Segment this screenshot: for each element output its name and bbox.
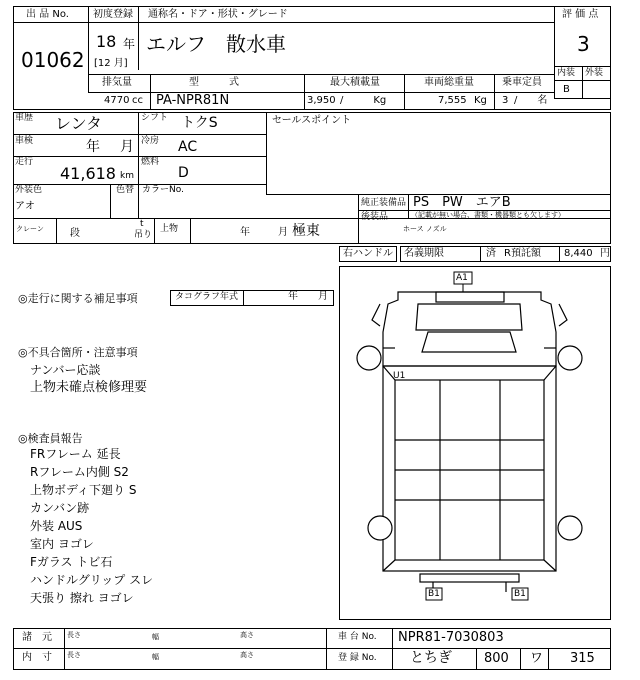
specs-length-label: 長さ [67,631,81,639]
specs-label: 諸 元 [22,632,52,643]
first-reg-year: 18 [96,32,117,51]
color-code-label: カラーNo. [142,185,184,195]
wheel-front-left [357,346,381,370]
fuel-label: 燃料 [141,157,160,167]
model-code-label: 型 式 [189,77,239,88]
reg-label: 登 録 No. [338,653,377,663]
shift-value: トクS [181,115,218,131]
inspector-item: Fガラス トビ石 [30,555,113,569]
inspector-label: ◎検査員報告 [18,432,83,445]
roof-marker [436,292,504,302]
body-value: 極東 [292,223,320,239]
reg-class: 800 [484,651,509,666]
mileage-value: 41,618 [60,164,116,183]
model-name: エルフ 散水車 [146,32,286,56]
mileage-label: 走行 [15,157,34,167]
tacho-label: タコグラフ年式 [175,292,239,302]
recycle-unit: 円 [600,248,610,259]
crane-label: クレーン [16,225,44,233]
reg-number: 315 [570,651,595,666]
inspector-item: Rフレーム内側 S2 [30,465,129,479]
defects-label: ◎不具合箇所・注意事項 [18,346,138,359]
ext-color-value: アオ [15,201,35,212]
specs-height-label: 高さ [240,631,254,639]
fuel-value: D [178,165,189,181]
inner-width-label: 幅 [152,653,159,661]
score-label: 評 価 点 [562,9,599,20]
inner-length-label: 長さ [67,651,81,659]
interior-label: 内装 [557,68,576,78]
cab-roof-panel [422,332,516,352]
footer-frame [13,628,611,670]
defect-item: 上物未確点検修理要 [30,380,148,395]
capacity-value: 3 [502,95,509,106]
tacho-month: 月 [318,291,328,302]
driving-notes-label: ◎走行に関する補足事項 [18,292,138,305]
crane-dan: 段 [70,228,80,239]
gross-weight-value: 7,555 [438,95,467,106]
wheel-rear-left [368,516,392,540]
defect-item: ナンバー応談 [30,363,101,377]
inspection-year: 年 [86,139,100,155]
mileage-unit: km [120,171,134,181]
equip-label: 純正装備品 [361,198,407,208]
inspection-month: 月 [120,139,134,155]
body-label: 上物 [160,224,179,234]
displacement-value: 4770 [104,95,130,106]
year-unit: 年 [123,37,136,51]
history-label: 車歴 [15,113,34,123]
wheel-rear-right [558,516,582,540]
crane-t: t [140,219,144,229]
shift-label: シフト [141,113,169,123]
gross-weight-label: 車両総重量 [424,77,474,88]
aftermarket-value: ホース ノズル [403,225,447,233]
inspector-item: 天張り 擦れ ヨゴレ [30,591,134,605]
capacity-unit: / 名 [514,95,548,106]
specs-width-label: 幅 [152,633,159,641]
mark-b1: B1 [514,589,526,599]
inspection-label: 車検 [15,136,34,146]
inner-label: 内 寸 [22,652,52,663]
inspector-item: 室内 ヨゴレ [30,537,94,551]
cargo-body [383,366,556,571]
rear-bumper [420,574,519,582]
interior-grade: B [563,84,570,95]
inspector-item: FRフレーム 延長 [30,447,121,461]
inspector-item: ハンドルグリップ スレ [30,573,154,587]
max-load-value: 3,950 [307,95,336,106]
gross-weight-unit: Kg [474,95,487,106]
max-load-unit: / Kg [340,95,387,106]
mark-b1: B1 [428,589,440,599]
max-load-label: 最大積載量 [330,77,380,88]
reg-area: とちぎ [410,650,452,666]
displacement-label: 排気量 [102,77,132,88]
aftermarket-note: （記載が無い場合、書類・機器類とも欠します） [411,211,565,219]
capacity-label: 乗車定員 [502,77,542,88]
body-month: 月 [278,227,288,238]
mark-u1: U1 [393,371,406,381]
handle-value: 右ハンドル [343,248,393,259]
inspector-item: 上物ボディ下廻り S [30,483,137,497]
exterior-label: 外装 [585,68,604,78]
first-reg-label: 初度登録 [93,9,133,20]
windshield [416,304,522,330]
lot-label: 出 品 No. [26,9,69,20]
mark-a1: A1 [456,273,468,283]
ac-value: AC [178,139,198,155]
ext-color-label: 外装色 [15,185,43,195]
lot-number: 01062 [21,48,85,72]
history-value: レンタ [55,114,102,133]
sales-point-label: セールスポイント [272,115,352,126]
chassis-number: NPR81-7030803 [398,630,504,645]
inspector-item: 外装 AUS [30,519,83,533]
score-value: 3 [577,32,590,56]
model-desc-label: 通称名・ドア・形状・グレード [148,9,288,20]
recycle-done: 済 [486,248,496,259]
model-code-value: PA-NPR81N [156,93,230,108]
tacho-year: 年 [288,291,298,302]
wheel-front-right [558,346,582,370]
first-reg-month: [12 月] [94,58,128,69]
cab-outline [383,292,556,366]
recycle-fee: 8,440 [564,248,593,259]
aftermarket-label: 後装品 [361,212,389,222]
crane-tsuri: 吊り [134,230,153,240]
recycle-fee-label: R預託額 [504,248,541,259]
displacement-unit: cc [132,95,143,106]
ac-label: 冷房 [141,136,160,146]
reg-kana: ワ [530,651,544,666]
equip-value: PS PW エアB [413,195,511,210]
body-year: 年 [240,227,250,238]
inner-height-label: 高さ [240,651,254,659]
chassis-label: 車 台 No. [338,632,377,642]
title-label: 名義期限 [404,248,444,259]
color-change-label: 色替 [116,185,135,195]
inspector-item: カンバン跡 [30,501,90,515]
